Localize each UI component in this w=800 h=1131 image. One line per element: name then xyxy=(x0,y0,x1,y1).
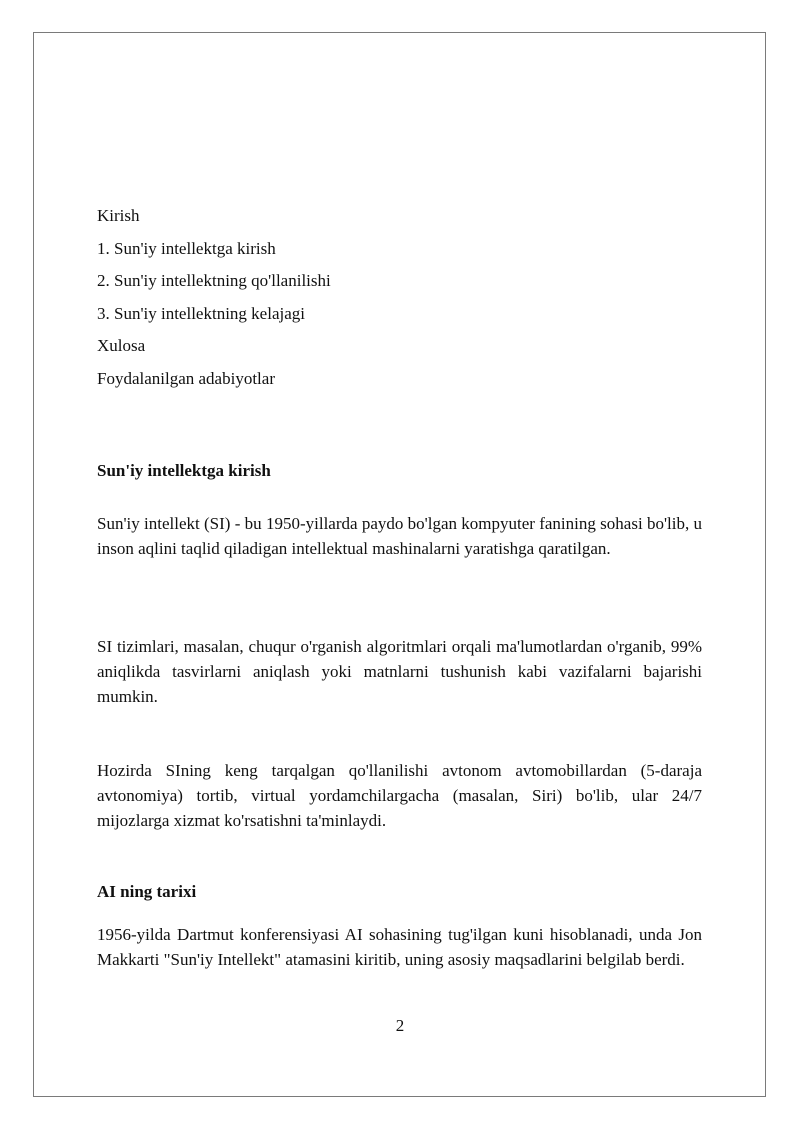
section-heading-intro: Sun'iy intellektga kirish xyxy=(97,461,271,480)
paragraph-intro-3: Hozirda SIning keng tarqalgan qo'llanilishi avtonom avtomobillardan (5-daraja avtonomiya) tortib, virtual yordamchilargacha (masalan, Siri) bo'lib, ular 24/7 mijozlarga xizmat ko'rsatishni ta'minlaydi. xyxy=(97,761,702,830)
table-of-contents xyxy=(97,200,702,396)
toc-item-1: 1. Sun'iy intellektga kirish xyxy=(97,238,276,258)
section-heading-history: AI ning tarixi xyxy=(97,882,197,901)
toc-item-2: 2. Sun'iy intellektning qo'llanilishi xyxy=(97,271,331,291)
paragraph-intro-2: SI tizimlari, masalan, chuqur o'rganish algoritmlari orqali ma'lumotlardan o'rganib, 99% aniqlikda tasvirlarni aniqlash yoki matnlarni tushunish kabi vazifalarni bajarishi mumkin. xyxy=(97,637,702,706)
paragraph-intro-1: Sun'iy intellekt (SI) - bu 1950-yillarda paydo bo'lgan kompyuter fanining sohasi bo'lib, u inson aqlini taqlid qiladigan intellektual mashinalarni yaratishga qaratilgan. xyxy=(97,514,702,558)
paragraph-history-1: 1956-yilda Dartmut konferensiyasi AI sohasining tug'ilgan kuni hisoblanadi, unda Jon Makkarti "Sun'iy Intellekt" atamasini kiritib, uning asosiy maqsadlarini belgilab berdi. xyxy=(97,925,702,969)
toc-item-references: Foydalanilgan adabiyotlar xyxy=(97,368,275,388)
toc-item-conclusion: Xulosa xyxy=(97,336,146,356)
toc-item-intro: Kirish xyxy=(97,206,140,225)
toc-item-3: 3. Sun'iy intellektning kelajagi xyxy=(97,303,305,323)
page-number: 2 xyxy=(395,1016,405,1035)
